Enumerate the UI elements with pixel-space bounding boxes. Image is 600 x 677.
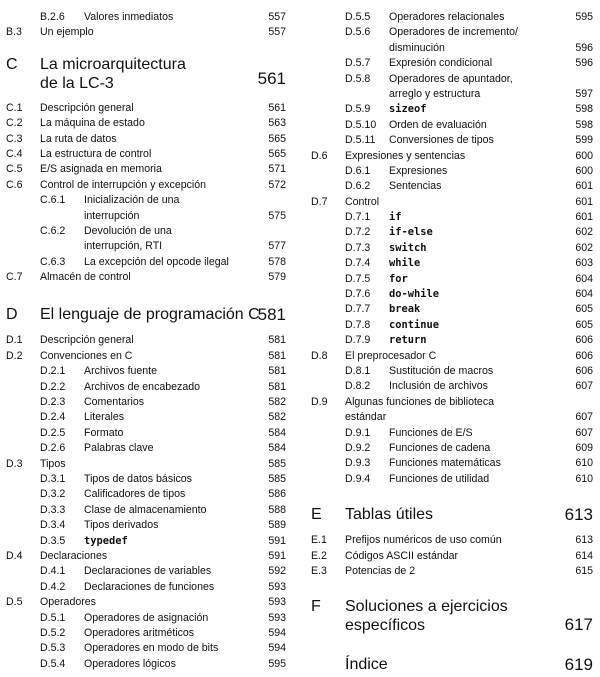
entry-number: D.5.5 <box>345 11 371 23</box>
toc-entry <box>6 178 286 193</box>
toc-entry <box>311 133 593 148</box>
index-heading <box>311 655 593 677</box>
entry-number: D.5.8 <box>345 72 371 85</box>
entry-title: switch <box>389 241 427 254</box>
chapter-letter: F <box>311 598 321 616</box>
entry-page: 589 <box>268 519 286 532</box>
entry-page: 591 <box>268 534 286 547</box>
entry-page: 606 <box>575 349 593 362</box>
entry-title: Códigos ASCII estándar <box>345 549 459 562</box>
entry-page: 557 <box>268 11 286 23</box>
entry-title: typedef <box>84 534 128 547</box>
entry-number: D.3.3 <box>40 503 66 516</box>
entry-number: C.6.1 <box>40 194 66 207</box>
entry-title: Convenciones en C <box>40 349 133 362</box>
entry-title: Calificadores de tipos <box>84 488 186 501</box>
entry-number: D.8 <box>311 349 328 362</box>
entry-page: 593 <box>268 596 286 609</box>
entry-title: La máquina de estado <box>40 117 145 130</box>
toc-entry <box>311 118 593 133</box>
entry-title: if <box>389 211 402 224</box>
entry-title: El preprocesador C <box>345 349 437 362</box>
toc-entry <box>311 87 593 102</box>
entry-page: 581 <box>268 349 286 362</box>
toc-entry <box>6 116 286 131</box>
entry-title: Expresiones <box>389 164 448 177</box>
toc-entry <box>6 132 286 147</box>
toc-entry <box>311 395 593 410</box>
entry-page: 582 <box>268 411 286 424</box>
toc-entry <box>6 270 286 285</box>
entry-number: D.5.10 <box>345 118 377 131</box>
toc-entry <box>311 272 593 287</box>
toc-entry <box>311 564 593 579</box>
entry-page: 596 <box>575 41 593 54</box>
entry-page: 592 <box>268 565 286 578</box>
chapter-letter: C <box>6 55 18 73</box>
entry-number: D.7.5 <box>345 272 371 285</box>
toc-entry <box>311 102 593 117</box>
entry-number: E.3 <box>311 564 327 577</box>
entry-number: D.9.3 <box>345 457 371 470</box>
entry-number: C.4 <box>6 147 23 160</box>
entry-page: 581 <box>268 334 286 347</box>
entry-number: D.3.1 <box>40 472 66 485</box>
entry-title: Operadores de incremento/ <box>389 26 518 39</box>
entry-title: Conversiones de tipos <box>389 134 494 147</box>
entry-page: 605 <box>575 303 593 316</box>
entry-number: D.5.2 <box>40 626 66 639</box>
entry-page: 561 <box>268 101 286 114</box>
entry-number: C.6 <box>6 178 23 191</box>
entry-number: D.2.3 <box>40 396 66 409</box>
entry-page: 597 <box>575 87 593 100</box>
entry-page: 605 <box>575 318 593 331</box>
toc-left-column <box>6 0 286 672</box>
entry-number: D.5.11 <box>345 134 376 147</box>
entry-title: Formato <box>84 426 124 439</box>
entry-number: D.2.6 <box>40 442 66 455</box>
entry-page: 591 <box>268 549 286 562</box>
toc-section-c <box>6 101 286 286</box>
toc-entry <box>311 318 593 333</box>
entry-title: Funciones matemáticas <box>389 457 501 470</box>
entry-title: Declaraciones de variables <box>84 565 212 578</box>
chapter-title: Soluciones a ejercicios específicos <box>345 598 508 635</box>
entry-title: Prefijos numéricos de uso común <box>345 534 502 547</box>
toc-entry <box>6 626 286 641</box>
entry-number: C.2 <box>6 117 23 130</box>
entry-title: Sustitución de macros <box>389 364 494 377</box>
entry-title: Operadores lógicos <box>84 657 176 670</box>
entry-title: Expresión condicional <box>389 57 493 70</box>
chapter-letter: E <box>311 506 322 524</box>
entry-page: 596 <box>575 57 593 70</box>
entry-page: 593 <box>268 580 286 593</box>
chapter-e-heading <box>311 505 593 527</box>
toc-section-b-tail <box>6 0 286 41</box>
entry-page: 602 <box>575 226 593 239</box>
entry-page: 599 <box>575 134 593 147</box>
entry-title: Inicialización de una <box>84 194 180 207</box>
entry-page: 607 <box>575 380 593 393</box>
entry-number: C.6.3 <box>40 255 66 268</box>
entry-page: 593 <box>268 611 286 624</box>
toc-entry <box>6 564 286 579</box>
entry-number: D.5 <box>6 596 23 609</box>
entry-title: Descripción general <box>40 101 134 114</box>
entry-number: C.1 <box>6 101 23 114</box>
toc-entry <box>6 162 286 177</box>
toc-entry <box>6 101 286 116</box>
entry-page: 601 <box>575 195 593 208</box>
toc-entry <box>6 657 286 672</box>
entry-title: estándar <box>345 411 387 424</box>
toc-entry <box>6 518 286 533</box>
entry-page: 563 <box>268 117 286 130</box>
entry-number: C.6.2 <box>40 224 66 237</box>
chapter-letter: D <box>6 306 18 324</box>
entry-title: Descripción general <box>40 334 134 347</box>
entry-number: D.5.1 <box>40 611 66 624</box>
toc-entry <box>311 210 593 225</box>
toc-entry <box>311 426 593 441</box>
entry-title: for <box>389 272 408 285</box>
entry-number: D.7.3 <box>345 241 371 254</box>
toc-entry <box>311 225 593 240</box>
toc-entry <box>311 41 593 56</box>
entry-title: Sentencias <box>389 180 442 193</box>
entry-page: 602 <box>575 241 593 254</box>
toc-entry <box>311 549 593 564</box>
entry-page: 601 <box>575 180 593 193</box>
entry-page: 585 <box>268 472 286 485</box>
toc-entry <box>6 349 286 364</box>
entry-page: 565 <box>268 132 286 145</box>
entry-number: D.2.2 <box>40 380 66 393</box>
entry-title: Expresiones y sentencias <box>345 149 466 162</box>
entry-title: interrupción <box>84 209 140 222</box>
toc-entry <box>311 472 593 487</box>
entry-page: 595 <box>575 11 593 23</box>
entry-title: Operadores de apuntador, <box>389 72 513 85</box>
entry-number: D.2.1 <box>40 365 66 378</box>
entry-title: Operadores <box>40 596 96 609</box>
entry-page: 575 <box>268 209 286 222</box>
entry-number: D.7.1 <box>345 211 371 224</box>
toc-entry <box>311 533 593 548</box>
chapter-page: 561 <box>257 68 286 88</box>
entry-title: La ruta de datos <box>40 132 117 145</box>
entry-title: Comentarios <box>84 396 145 409</box>
entry-number: D.4.2 <box>40 580 66 593</box>
entry-title: Operadores aritméticos <box>84 626 195 639</box>
toc-entry <box>6 147 286 162</box>
entry-number: D.7.2 <box>345 226 371 239</box>
toc-entry <box>6 395 286 410</box>
index-page: 619 <box>564 655 593 675</box>
entry-page: 595 <box>268 657 286 670</box>
entry-number: D.2.5 <box>40 426 66 439</box>
entry-title: Inclusión de archivos <box>389 380 488 393</box>
entry-page: 607 <box>575 426 593 439</box>
toc-entry <box>311 302 593 317</box>
entry-title: Almacén de control <box>40 271 131 284</box>
toc-entry <box>6 487 286 502</box>
toc-entry <box>6 380 286 395</box>
toc-entry <box>311 10 593 25</box>
toc-entry <box>6 25 286 40</box>
entry-number: B.2.6 <box>40 11 65 23</box>
entry-title: disminución <box>389 41 445 54</box>
entry-title: Control de interrupción y excepción <box>40 178 207 191</box>
toc-entry <box>6 580 286 595</box>
toc-entry <box>6 441 286 456</box>
chapter-page: 617 <box>564 615 593 635</box>
entry-number: D.9.1 <box>345 426 371 439</box>
entry-page: 609 <box>575 441 593 454</box>
toc-entry <box>311 349 593 364</box>
entry-number: E.1 <box>311 534 327 547</box>
entry-title: Tipos de datos básicos <box>84 472 192 485</box>
toc-entry <box>311 256 593 271</box>
toc-section-d-cont <box>311 0 593 487</box>
toc-entry <box>6 410 286 425</box>
entry-title: sizeof <box>389 103 427 116</box>
toc-entry <box>6 611 286 626</box>
entry-title: Declaraciones <box>40 549 108 562</box>
toc-entry <box>6 426 286 441</box>
entry-page: 571 <box>268 163 286 176</box>
entry-title: Algunas funciones de biblioteca <box>345 395 495 408</box>
entry-title: Funciones de cadena <box>389 441 491 454</box>
toc-entry <box>311 179 593 194</box>
entry-page: 603 <box>575 257 593 270</box>
entry-page: 604 <box>575 272 593 285</box>
toc-entry <box>311 56 593 71</box>
entry-number: D.7.6 <box>345 288 371 301</box>
entry-title: while <box>389 257 421 270</box>
entry-number: D.7 <box>311 195 328 208</box>
entry-number: D.9.2 <box>345 441 371 454</box>
entry-number: D.4.1 <box>40 565 66 578</box>
entry-number: D.5.9 <box>345 103 371 116</box>
entry-title: Literales <box>84 411 125 424</box>
toc-entry <box>6 333 286 348</box>
entry-title: Archivos de encabezado <box>84 380 201 393</box>
entry-number: D.4 <box>6 549 23 562</box>
entry-page: 598 <box>575 118 593 131</box>
entry-page: 572 <box>268 178 286 191</box>
entry-page: 606 <box>575 334 593 347</box>
entry-page: 585 <box>268 457 286 470</box>
toc-entry <box>311 149 593 164</box>
toc-entry <box>311 287 593 302</box>
entry-number: B.3 <box>6 26 22 39</box>
entry-number: D.5.4 <box>40 657 66 670</box>
entry-title: Operadores de asignación <box>84 611 209 624</box>
entry-page: 604 <box>575 288 593 301</box>
entry-number: C.3 <box>6 132 23 145</box>
toc-entry <box>6 472 286 487</box>
entry-title: Valores inmediatos <box>84 11 174 23</box>
entry-title: Declaraciones de funciones <box>84 580 215 593</box>
toc-entry <box>6 595 286 610</box>
entry-page: 610 <box>575 457 593 470</box>
entry-title: Funciones de E/S <box>389 426 473 439</box>
toc-entry <box>6 224 286 239</box>
entry-title: Devolución de una <box>84 224 172 237</box>
toc-entry <box>311 379 593 394</box>
chapter-title: La microarquitectura de la LC-3 <box>40 55 186 92</box>
entry-number: D.2.4 <box>40 411 66 424</box>
toc-entry <box>311 333 593 348</box>
entry-number: D.7.7 <box>345 303 371 316</box>
toc-entry <box>311 195 593 210</box>
entry-page: 614 <box>575 549 593 562</box>
entry-title: Potencias de 2 <box>345 564 416 577</box>
entry-title: Control <box>345 195 380 208</box>
entry-page: 613 <box>575 534 593 547</box>
entry-page: 607 <box>575 411 593 424</box>
entry-number: D.8.1 <box>345 364 371 377</box>
entry-page: 581 <box>268 380 286 393</box>
index-title: Índice <box>345 656 388 674</box>
toc-right-column <box>311 0 593 677</box>
entry-page: 594 <box>268 642 286 655</box>
chapter-title: Tablas útiles <box>345 506 434 524</box>
toc-section-e <box>311 533 593 579</box>
toc-entry <box>6 209 286 224</box>
entry-number: D.6.2 <box>345 180 371 193</box>
toc-entry <box>311 364 593 379</box>
entry-title: Clase de almacenamiento <box>84 503 207 516</box>
entry-title: Operadores en modo de bits <box>84 642 219 655</box>
entry-title: break <box>389 303 421 316</box>
entry-number: D.6.1 <box>345 164 371 177</box>
toc-entry <box>6 239 286 254</box>
toc-entry <box>6 255 286 270</box>
entry-title: do-while <box>389 288 440 301</box>
entry-page: 600 <box>575 164 593 177</box>
entry-number: D.5.7 <box>345 57 371 70</box>
chapter-page: 581 <box>257 305 286 325</box>
toc-entry <box>311 164 593 179</box>
chapter-c-heading <box>6 55 286 95</box>
toc-entry <box>311 72 593 87</box>
toc-entry <box>311 456 593 471</box>
entry-page: 579 <box>268 271 286 284</box>
entry-number: D.5.3 <box>40 642 66 655</box>
entry-title: Tipos <box>40 457 66 470</box>
entry-title: E/S asignada en memoria <box>40 163 162 176</box>
entry-number: D.8.2 <box>345 380 371 393</box>
entry-title: Orden de evaluación <box>389 118 487 131</box>
entry-title: Operadores relacionales <box>389 11 505 23</box>
entry-page: 601 <box>575 211 593 224</box>
toc-entry <box>6 193 286 208</box>
chapter-page: 613 <box>564 505 593 525</box>
entry-title: Archivos fuente <box>84 365 158 378</box>
entry-number: D.3.4 <box>40 519 66 532</box>
entry-number: D.7.8 <box>345 318 371 331</box>
entry-page: 584 <box>268 426 286 439</box>
entry-number: D.5.6 <box>345 26 371 39</box>
entry-title: Funciones de utilidad <box>389 472 490 485</box>
entry-number: D.2 <box>6 349 23 362</box>
entry-number: D.9.4 <box>345 472 371 485</box>
toc-entry <box>311 441 593 456</box>
entry-page: 610 <box>575 472 593 485</box>
entry-page: 606 <box>575 364 593 377</box>
toc-entry <box>6 641 286 656</box>
toc-entry <box>311 410 593 425</box>
entry-number: D.3.2 <box>40 488 66 501</box>
entry-page: 565 <box>268 147 286 160</box>
entry-title: return <box>389 334 427 347</box>
entry-page: 586 <box>268 488 286 501</box>
entry-page: 581 <box>268 365 286 378</box>
toc-entry <box>6 534 286 549</box>
toc-entry <box>311 241 593 256</box>
entry-page: 577 <box>268 240 286 253</box>
entry-title: continue <box>389 318 440 331</box>
entry-number: D.6 <box>311 149 328 162</box>
entry-title: Palabras clave <box>84 442 154 455</box>
entry-number: D.3.5 <box>40 534 66 547</box>
entry-title: Un ejemplo <box>40 26 94 39</box>
entry-page: 615 <box>575 564 593 577</box>
chapter-d-heading <box>6 305 286 327</box>
entry-number: D.3 <box>6 457 23 470</box>
entry-page: 584 <box>268 442 286 455</box>
toc-entry <box>6 10 286 25</box>
entry-page: 588 <box>268 503 286 516</box>
entry-number: D.7.4 <box>345 257 371 270</box>
entry-page: 600 <box>575 149 593 162</box>
entry-page: 578 <box>268 255 286 268</box>
entry-title: La excepción del opcode ilegal <box>84 255 229 268</box>
entry-number: D.9 <box>311 395 328 408</box>
entry-page: 582 <box>268 396 286 409</box>
chapter-f-heading <box>311 597 593 637</box>
entry-number: D.7.9 <box>345 334 371 347</box>
toc-entry <box>6 364 286 379</box>
entry-number: C.5 <box>6 163 23 176</box>
entry-number: D.1 <box>6 334 23 347</box>
entry-page: 598 <box>575 103 593 116</box>
entry-page: 557 <box>268 26 286 39</box>
entry-title: arreglo y estructura <box>389 87 481 100</box>
entry-title: if-else <box>389 226 433 239</box>
chapter-title: El lenguaje de programación C <box>40 306 260 324</box>
entry-number: E.2 <box>311 549 327 562</box>
entry-title: Tipos derivados <box>84 519 159 532</box>
entry-title: interrupción, RTI <box>84 240 163 253</box>
entry-page: 594 <box>268 626 286 639</box>
toc-entry <box>6 503 286 518</box>
toc-entry <box>6 549 286 564</box>
toc-entry <box>6 457 286 472</box>
toc-section-d <box>6 333 286 672</box>
entry-title: La estructura de control <box>40 147 152 160</box>
entry-number: C.7 <box>6 271 23 284</box>
toc-entry <box>311 25 593 40</box>
